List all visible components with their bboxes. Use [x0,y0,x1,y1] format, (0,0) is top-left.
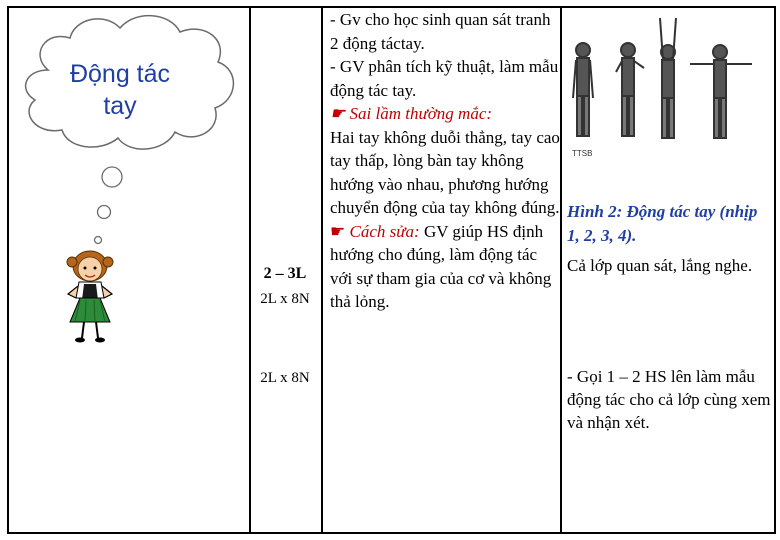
thought-cloud-icon [0,0,250,260]
mistakes-label: Sai lầm thường mắc: [349,104,493,123]
column-divider [321,6,323,534]
pointing-hand-icon: ☛ [330,104,346,123]
count-a: 2L x 8N [260,291,310,307]
exercise-title-line2: tay [103,92,137,120]
repetitions: 2 – 3L [263,265,307,282]
fix-paragraph [330,220,560,314]
exercise-title-line1: Động tác [69,60,171,88]
fix-text: GV giúp HS định hướng cho đúng, làm động tác với sự tham gia của cơ và không thả lỏng. [330,221,552,311]
demo-text: - Gọi 1 – 2 HS lên làm mẫu động tác cho cả lớp cùng xem và nhận xét. [567,367,771,432]
observe-text: Cả lớp quan sát, lắng nghe. [567,256,753,275]
exercise-title [40,58,200,122]
arm-exercise-photo [568,16,758,166]
column-divider [560,6,562,534]
figure-caption: Hình 2: Động tác tay (nhịp 1, 2, 3, 4). [567,202,758,245]
photo-label: TTSB [572,149,593,158]
instruction-line2: - GV phân tích kỹ thuật, làm mẫu động tác tay. [330,57,559,100]
girl-clipart-icon [60,248,120,348]
count-b: 2L x 8N [260,370,310,386]
teacher-instructions [330,8,560,314]
fix-label: Cách sửa: [349,221,420,241]
pointing-hand-icon: ☛ [330,221,346,241]
mistakes-heading [330,102,560,126]
mistakes-text: Hai tay không duỗi thẳng, tay cao tay thấp, lòng bàn tay không hướng vào nhau, phương hướng chuyển động của tay không đúng. [330,127,560,217]
instruction-line1: - Gv cho học sinh quan sát tranh 2 động táctay. [330,10,551,53]
